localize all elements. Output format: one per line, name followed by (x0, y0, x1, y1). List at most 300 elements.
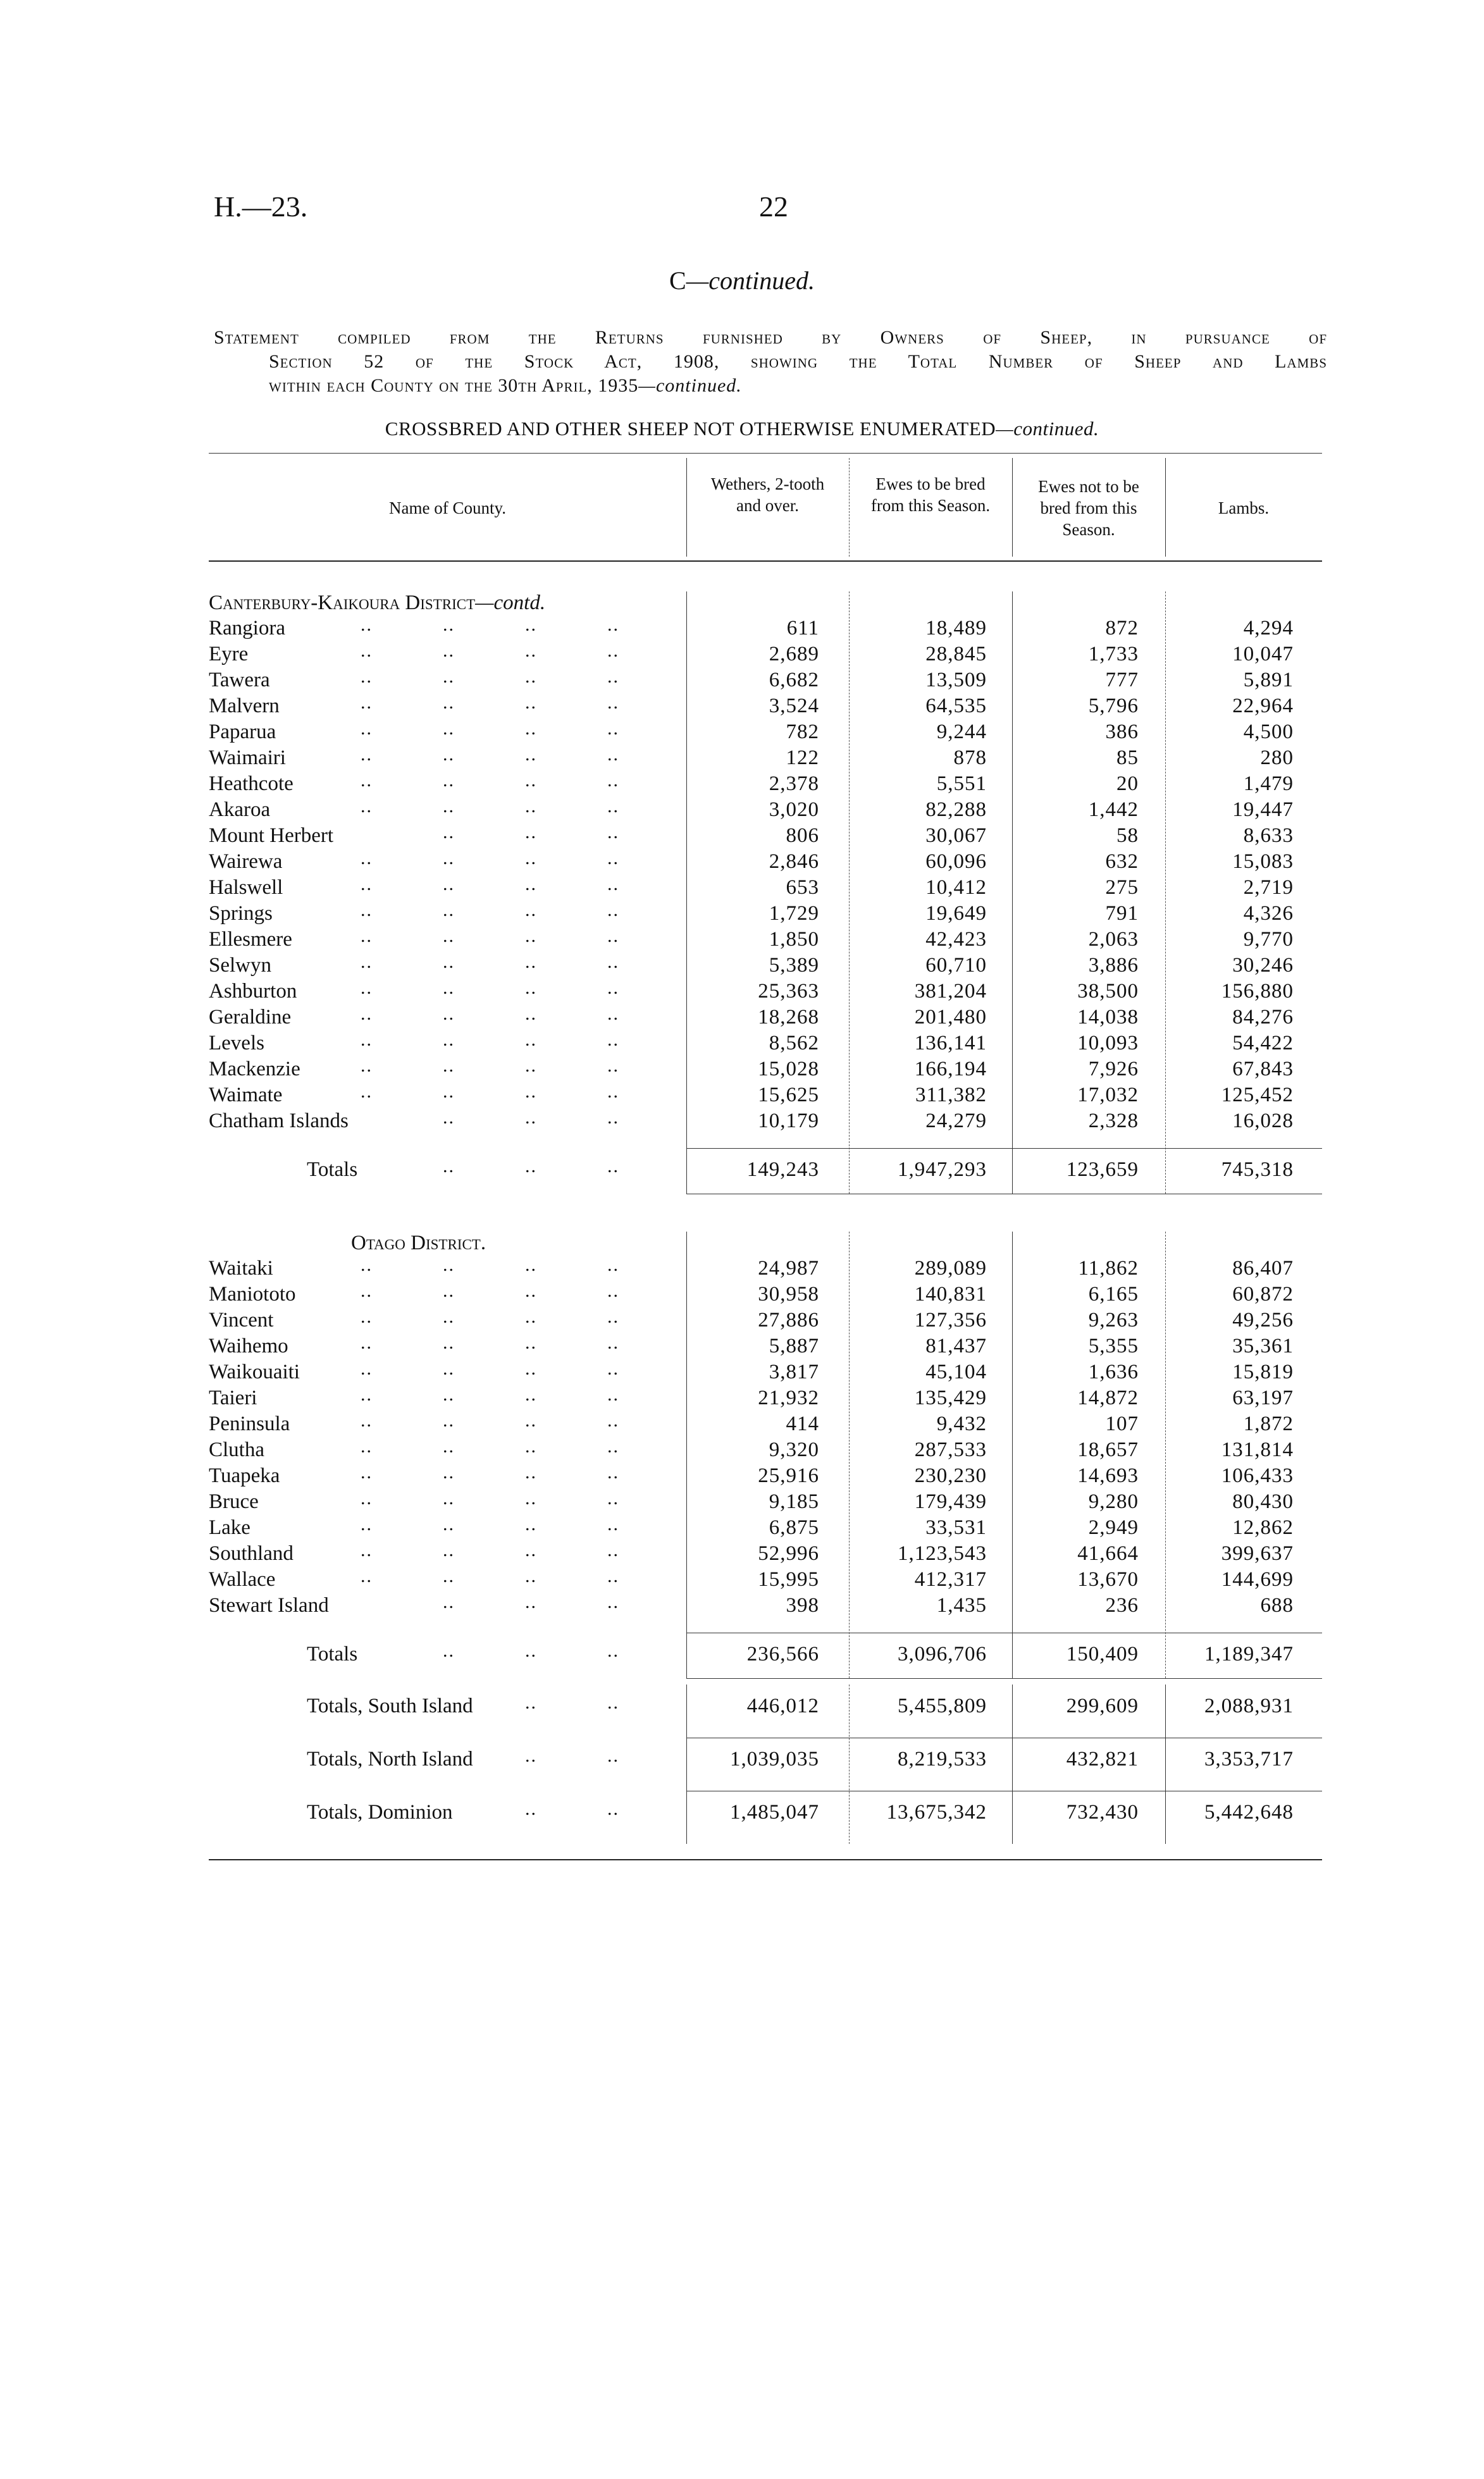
leader-dots: .. (361, 1410, 373, 1431)
cell-lambs: 4,326 (1243, 902, 1294, 925)
leader-dots: .. (361, 848, 373, 869)
leader-dots: .. (443, 1003, 455, 1024)
total-ewes_bred: 1,947,293 (898, 1158, 987, 1181)
cell-lambs: 84,276 (1232, 1006, 1294, 1029)
cell-ewes_not_bred: 10,093 (1077, 1032, 1139, 1054)
leader-dots: .. (361, 951, 373, 972)
grand-total-lambs: 5,442,648 (1204, 1801, 1294, 1824)
leader-dots: .. (525, 1280, 537, 1301)
cell-lambs: 10,047 (1232, 643, 1294, 665)
leader-dots: .. (607, 1592, 619, 1612)
cell-ewes_not_bred: 13,670 (1077, 1568, 1139, 1591)
leader-dots: .. (361, 614, 373, 635)
total-wethers: 149,243 (746, 1158, 819, 1181)
leader-dots: .. (525, 614, 537, 635)
horizontal-rule (209, 1859, 1322, 1860)
leader-dots: .. (525, 874, 537, 894)
cell-lambs: 280 (1260, 746, 1294, 769)
leader-dots: .. (525, 1306, 537, 1327)
leader-dots: .. (443, 848, 455, 869)
cell-wethers: 2,378 (769, 772, 819, 795)
leader-dots: .. (607, 874, 619, 894)
cell-ewes_bred: 166,194 (914, 1058, 987, 1080)
cell-wethers: 414 (786, 1413, 819, 1435)
county-name: Paparua (209, 720, 276, 743)
leader-dots: .. (443, 1462, 455, 1483)
county-name: Bruce (209, 1490, 259, 1513)
cell-ewes_bred: 60,096 (925, 850, 987, 873)
cell-lambs: 9,770 (1243, 928, 1294, 951)
section-suffix: —continued. (686, 266, 815, 295)
leader-dots: .. (361, 1488, 373, 1509)
cell-ewes_not_bred: 6,165 (1088, 1283, 1139, 1306)
column-divider (1165, 458, 1166, 557)
cell-ewes_bred: 381,204 (914, 980, 987, 1003)
leader-dots: .. (607, 1436, 619, 1457)
grand-total-wethers: 1,485,047 (730, 1801, 819, 1824)
total-lambs: 1,189,347 (1204, 1643, 1294, 1666)
leader-dots: .. (443, 1358, 455, 1379)
leader-dots: .. (607, 1410, 619, 1431)
cell-ewes_bred: 136,141 (914, 1032, 987, 1054)
leader-dots: .. (525, 1254, 537, 1275)
totals-label: Totals (307, 1158, 358, 1181)
leader-dots: .. (525, 1055, 537, 1076)
cell-wethers: 782 (786, 720, 819, 743)
statement-line-1: Statement compiled from the Returns furnished by Owners of Sheep, in pursuance of (214, 327, 1327, 348)
cell-ewes_not_bred: 20 (1116, 772, 1139, 795)
grand-total-ewes_not_bred: 432,821 (1066, 1748, 1139, 1771)
leader-dots: .. (361, 718, 373, 739)
horizontal-rule (209, 560, 1322, 562)
cell-lambs: 4,500 (1243, 720, 1294, 743)
cell-wethers: 611 (786, 617, 819, 640)
leader-dots: .. (361, 744, 373, 765)
county-name: Peninsula (209, 1413, 290, 1435)
leader-dots: .. (443, 640, 455, 661)
cell-ewes_bred: 18,489 (925, 617, 987, 640)
column-divider (1012, 458, 1013, 557)
county-name: Halswell (209, 876, 283, 899)
leader-dots: .. (361, 925, 373, 946)
cell-ewes_not_bred: 9,263 (1088, 1309, 1139, 1332)
county-name: Wairewa (209, 850, 283, 873)
column-divider (686, 1232, 687, 1678)
leader-dots: .. (607, 1156, 619, 1177)
cell-wethers: 3,524 (769, 695, 819, 717)
cell-ewes_not_bred: 872 (1105, 617, 1139, 640)
cell-wethers: 30,958 (758, 1283, 819, 1306)
cell-ewes_not_bred: 1,442 (1088, 798, 1139, 821)
leader-dots: .. (525, 1003, 537, 1024)
leader-dots: .. (361, 1436, 373, 1457)
cell-ewes_not_bred: 632 (1105, 850, 1139, 873)
cell-lambs: 399,637 (1221, 1542, 1294, 1565)
cell-ewes_bred: 127,356 (914, 1309, 987, 1332)
grand-total-lambs: 2,088,931 (1204, 1695, 1294, 1717)
county-name: Ellesmere (209, 928, 292, 951)
cell-ewes_bred: 33,531 (925, 1516, 987, 1539)
county-name: Clutha (209, 1438, 264, 1461)
cell-ewes_not_bred: 38,500 (1077, 980, 1139, 1003)
cell-lambs: 54,422 (1232, 1032, 1294, 1054)
section-label: C (669, 266, 686, 295)
cell-wethers: 6,682 (769, 669, 819, 691)
leader-dots: .. (361, 796, 373, 817)
cell-ewes_not_bred: 2,949 (1088, 1516, 1139, 1539)
cell-wethers: 24,987 (758, 1257, 819, 1280)
county-name: Chatham Islands (209, 1110, 349, 1132)
cell-ewes_bred: 311,382 (915, 1084, 987, 1106)
column-divider (1012, 591, 1013, 1194)
cell-ewes_bred: 30,067 (925, 824, 987, 847)
column-divider (1165, 1232, 1166, 1678)
leader-dots: .. (525, 1514, 537, 1535)
leader-dots: .. (607, 770, 619, 791)
page-number: 22 (759, 190, 788, 223)
cell-ewes_bred: 13,509 (925, 669, 987, 691)
cell-wethers: 122 (786, 746, 819, 769)
leader-dots: .. (443, 925, 455, 946)
leader-dots: .. (443, 1436, 455, 1457)
county-name: Vincent (209, 1309, 274, 1332)
column-header-ewes_bred: Ewes to be bred from this Season. (870, 474, 991, 515)
cell-wethers: 1,850 (769, 928, 819, 951)
cell-ewes_bred: 42,423 (925, 928, 987, 951)
leader-dots: .. (525, 1332, 537, 1353)
cell-ewes_not_bred: 85 (1116, 746, 1139, 769)
cell-ewes_not_bred: 777 (1105, 669, 1139, 691)
leader-dots: .. (525, 1029, 537, 1050)
section-continued-title (0, 266, 1484, 295)
county-name: Southland (209, 1542, 294, 1565)
cell-lambs: 8,633 (1243, 824, 1294, 847)
cell-ewes_not_bred: 275 (1105, 876, 1139, 899)
column-divider (849, 458, 850, 557)
leader-dots: .. (525, 692, 537, 713)
cell-wethers: 653 (786, 876, 819, 899)
horizontal-rule (209, 453, 1322, 454)
subheading-suffix: —continued. (996, 417, 1099, 440)
cell-lambs: 86,407 (1232, 1257, 1294, 1280)
leader-dots: .. (525, 1462, 537, 1483)
leader-dots: .. (607, 1540, 619, 1561)
leader-dots: .. (525, 1156, 537, 1177)
cell-lambs: 106,433 (1221, 1464, 1294, 1487)
grand-total-label: Totals, Dominion (307, 1801, 453, 1824)
leader-dots: .. (525, 1540, 537, 1561)
cell-wethers: 1,729 (769, 902, 819, 925)
leader-dots: .. (607, 977, 619, 998)
district-heading (209, 591, 545, 615)
column-divider (686, 1685, 687, 1844)
cell-wethers: 806 (786, 824, 819, 847)
cell-ewes_not_bred: 2,328 (1088, 1110, 1139, 1132)
cell-ewes_not_bred: 14,872 (1077, 1387, 1139, 1409)
cell-ewes_bred: 179,439 (914, 1490, 987, 1513)
district-heading-suffix: —contd. (475, 591, 546, 614)
leader-dots: .. (607, 1332, 619, 1353)
leader-dots: .. (607, 692, 619, 713)
leader-dots: .. (607, 640, 619, 661)
cell-ewes_bred: 9,432 (936, 1413, 987, 1435)
leader-dots: .. (525, 1384, 537, 1405)
county-name: Mount Herbert (209, 824, 334, 847)
cell-lambs: 4,294 (1243, 617, 1294, 640)
cell-ewes_bred: 201,480 (914, 1006, 987, 1029)
cell-lambs: 688 (1260, 1594, 1294, 1617)
leader-dots: .. (525, 1592, 537, 1612)
cell-lambs: 1,872 (1243, 1413, 1294, 1435)
cell-lambs: 80,430 (1232, 1490, 1294, 1513)
statement-line-3 (269, 374, 742, 398)
cell-ewes_bred: 878 (953, 746, 987, 769)
county-name: Rangiora (209, 617, 285, 640)
leader-dots: .. (361, 1280, 373, 1301)
leader-dots: .. (607, 1029, 619, 1050)
leader-dots: .. (361, 977, 373, 998)
cell-wethers: 21,932 (758, 1387, 819, 1409)
cell-ewes_bred: 82,288 (925, 798, 987, 821)
cell-ewes_not_bred: 58 (1116, 824, 1139, 847)
leader-dots: .. (443, 770, 455, 791)
cell-wethers: 2,846 (769, 850, 819, 873)
leader-dots: .. (443, 822, 455, 843)
cell-wethers: 25,916 (758, 1464, 819, 1487)
county-name: Ashburton (209, 980, 297, 1003)
leader-dots: .. (607, 1280, 619, 1301)
cell-ewes_not_bred: 5,796 (1088, 695, 1139, 717)
leader-dots: .. (525, 1798, 537, 1819)
district-heading (351, 1232, 486, 1255)
cell-wethers: 398 (786, 1594, 819, 1617)
statement-line-2: Section 52 of the Stock Act, 1908, showing the Total Number of Sheep and Lambs (269, 351, 1327, 372)
cell-ewes_not_bred: 41,664 (1077, 1542, 1139, 1565)
leader-dots: .. (525, 1107, 537, 1128)
table-subheading (0, 417, 1484, 440)
cell-lambs: 131,814 (1221, 1438, 1294, 1461)
cell-ewes_bred: 230,230 (914, 1464, 987, 1487)
leader-dots: .. (443, 614, 455, 635)
leader-dots: .. (443, 1540, 455, 1561)
leader-dots: .. (607, 1488, 619, 1509)
leader-dots: .. (443, 977, 455, 998)
leader-dots: .. (443, 666, 455, 687)
grand-total-label: Totals, South Island (307, 1695, 473, 1717)
cell-lambs: 35,361 (1232, 1335, 1294, 1357)
cell-ewes_not_bred: 17,032 (1077, 1084, 1139, 1106)
leader-dots: .. (525, 1081, 537, 1102)
cell-ewes_bred: 28,845 (925, 643, 987, 665)
leader-dots: .. (443, 718, 455, 739)
county-name: Heathcote (209, 772, 294, 795)
leader-dots: .. (361, 1003, 373, 1024)
leader-dots: .. (525, 925, 537, 946)
cell-ewes_not_bred: 1,733 (1088, 643, 1139, 665)
county-name: Tawera (209, 669, 270, 691)
cell-ewes_bred: 81,437 (925, 1335, 987, 1357)
county-name: Maniototo (209, 1283, 296, 1306)
cell-ewes_not_bred: 3,886 (1088, 954, 1139, 977)
leader-dots: .. (607, 1003, 619, 1024)
leader-dots: .. (525, 640, 537, 661)
leader-dots: .. (607, 899, 619, 920)
county-name: Eyre (209, 643, 249, 665)
county-name: Mackenzie (209, 1058, 300, 1080)
leader-dots: .. (607, 614, 619, 635)
column-header-county: Name of County. (389, 498, 506, 517)
leader-dots: .. (525, 1566, 537, 1586)
leader-dots: .. (443, 874, 455, 894)
leader-dots: .. (443, 796, 455, 817)
cell-lambs: 22,964 (1232, 695, 1294, 717)
leader-dots: .. (607, 1306, 619, 1327)
county-name: Waimate (209, 1084, 283, 1106)
cell-ewes_not_bred: 1,636 (1088, 1361, 1139, 1383)
leader-dots: .. (607, 1107, 619, 1128)
cell-ewes_not_bred: 7,926 (1088, 1058, 1139, 1080)
leader-dots: .. (443, 951, 455, 972)
leader-dots: .. (607, 1514, 619, 1535)
leader-dots: .. (443, 1156, 455, 1177)
county-name: Stewart Island (209, 1594, 329, 1617)
cell-wethers: 25,363 (758, 980, 819, 1003)
cell-ewes_not_bred: 386 (1105, 720, 1139, 743)
leader-dots: .. (525, 666, 537, 687)
total-wethers: 236,566 (746, 1643, 819, 1666)
leader-dots: .. (607, 925, 619, 946)
cell-wethers: 15,028 (758, 1058, 819, 1080)
county-name: Taieri (209, 1387, 257, 1409)
leader-dots: .. (443, 1029, 455, 1050)
cell-lambs: 5,891 (1243, 669, 1294, 691)
county-name: Lake (209, 1516, 250, 1539)
column-divider (849, 591, 850, 1194)
cell-ewes_bred: 1,123,543 (898, 1542, 987, 1565)
total-ewes_bred: 3,096,706 (898, 1643, 987, 1666)
leader-dots: .. (361, 1462, 373, 1483)
leader-dots: .. (361, 874, 373, 894)
column-header-lambs: Lambs. (1218, 498, 1270, 517)
district-heading-text: Otago District. (351, 1232, 486, 1254)
cell-ewes_not_bred: 11,862 (1078, 1257, 1139, 1280)
cell-lambs: 63,197 (1232, 1387, 1294, 1409)
leader-dots: .. (443, 1254, 455, 1275)
cell-ewes_bred: 45,104 (925, 1361, 987, 1383)
county-name: Akaroa (209, 798, 271, 821)
column-header-ewes_not_bred: Ewes not to be bred from this Season. (1038, 477, 1139, 539)
leader-dots: .. (443, 1332, 455, 1353)
leader-dots: .. (443, 1410, 455, 1431)
leader-dots: .. (607, 848, 619, 869)
leader-dots: .. (361, 899, 373, 920)
cell-lambs: 49,256 (1232, 1309, 1294, 1332)
leader-dots: .. (361, 770, 373, 791)
cell-lambs: 1,479 (1243, 772, 1294, 795)
grand-total-wethers: 1,039,035 (730, 1748, 819, 1771)
leader-dots: .. (361, 1081, 373, 1102)
leader-dots: .. (443, 1640, 455, 1661)
leader-dots: .. (525, 848, 537, 869)
leader-dots: .. (525, 899, 537, 920)
leader-dots: .. (525, 977, 537, 998)
cell-ewes_not_bred: 236 (1105, 1594, 1139, 1617)
leader-dots: .. (525, 951, 537, 972)
leader-dots: .. (361, 1566, 373, 1586)
leader-dots: .. (607, 1462, 619, 1483)
column-header-wethers: Wethers, 2-tooth and over. (710, 474, 825, 515)
leader-dots: .. (443, 1592, 455, 1612)
cell-ewes_bred: 412,317 (914, 1568, 987, 1591)
leader-dots: .. (525, 718, 537, 739)
grand-total-ewes_not_bred: 732,430 (1066, 1801, 1139, 1824)
cell-wethers: 3,817 (769, 1361, 819, 1383)
total-lambs: 745,318 (1221, 1158, 1294, 1181)
leader-dots: .. (525, 1640, 537, 1661)
leader-dots: .. (361, 640, 373, 661)
leader-dots: .. (525, 1745, 537, 1766)
cell-wethers: 5,887 (769, 1335, 819, 1357)
cell-ewes_bred: 24,279 (925, 1110, 987, 1132)
leader-dots: .. (361, 1055, 373, 1076)
leader-dots: .. (443, 1514, 455, 1535)
cell-ewes_bred: 60,710 (925, 954, 987, 977)
grand-total-ewes_bred: 8,219,533 (898, 1748, 987, 1771)
leader-dots: .. (361, 1514, 373, 1535)
leader-dots: .. (525, 770, 537, 791)
grand-total-label: Totals, North Island (307, 1748, 473, 1771)
horizontal-rule (686, 1148, 1322, 1149)
cell-wethers: 5,389 (769, 954, 819, 977)
leader-dots: .. (361, 1332, 373, 1353)
county-name: Selwyn (209, 954, 271, 977)
leader-dots: .. (525, 822, 537, 843)
leader-dots: .. (361, 1306, 373, 1327)
leader-dots: .. (607, 1745, 619, 1766)
cell-ewes_not_bred: 14,693 (1077, 1464, 1139, 1487)
leader-dots: .. (525, 1410, 537, 1431)
leader-dots: .. (607, 1566, 619, 1586)
cell-wethers: 8,562 (769, 1032, 819, 1054)
column-divider (1012, 1232, 1013, 1678)
leader-dots: .. (361, 666, 373, 687)
leader-dots: .. (443, 1384, 455, 1405)
cell-lambs: 15,083 (1232, 850, 1294, 873)
leader-dots: .. (607, 796, 619, 817)
leader-dots: .. (525, 1692, 537, 1713)
cell-ewes_bred: 1,435 (936, 1594, 987, 1617)
leader-dots: .. (361, 1254, 373, 1275)
leader-dots: .. (607, 1055, 619, 1076)
grand-total-ewes_not_bred: 299,609 (1066, 1695, 1139, 1717)
leader-dots: .. (443, 1280, 455, 1301)
cell-ewes_bred: 5,551 (936, 772, 987, 795)
leader-dots: .. (607, 744, 619, 765)
cell-ewes_bred: 19,649 (925, 902, 987, 925)
cell-wethers: 15,995 (758, 1568, 819, 1591)
county-name: Waimairi (209, 746, 286, 769)
leader-dots: .. (443, 1081, 455, 1102)
cell-ewes_bred: 289,089 (914, 1257, 987, 1280)
district-heading-text: Canterbury-Kaikoura District (209, 591, 476, 614)
county-name: Waitaki (209, 1257, 273, 1280)
cell-ewes_not_bred: 9,280 (1088, 1490, 1139, 1513)
county-name: Springs (209, 902, 273, 925)
cell-lambs: 16,028 (1232, 1110, 1294, 1132)
column-divider (686, 591, 687, 1194)
total-ewes_not_bred: 123,659 (1066, 1158, 1139, 1181)
county-name: Waihemo (209, 1335, 288, 1357)
